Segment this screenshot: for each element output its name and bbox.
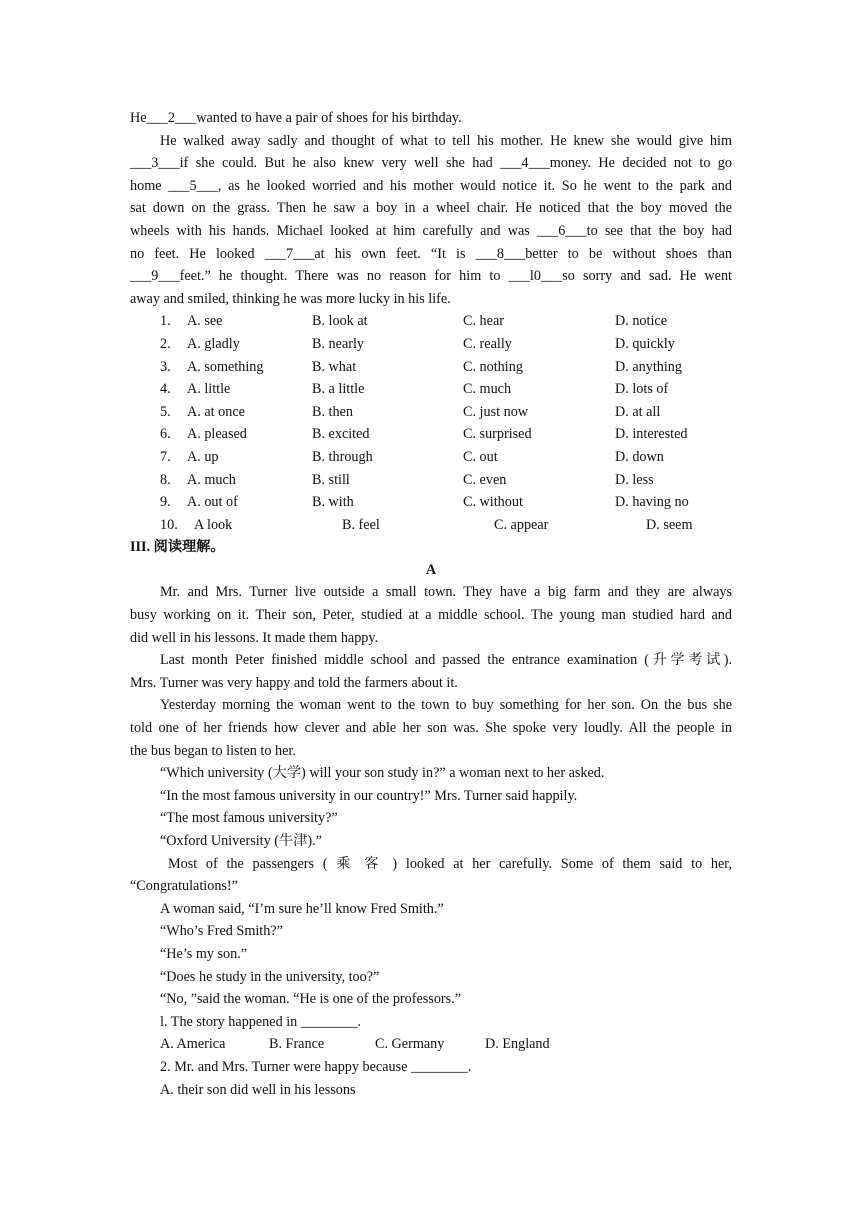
option-d: D. less <box>615 471 654 488</box>
option-row <box>130 310 732 333</box>
option-d: D. having no <box>615 494 689 511</box>
option-row <box>130 333 732 356</box>
question-number: 4. <box>160 381 171 398</box>
passage-line: “In the most famous university in our country!” Mrs. Turner said happily. <box>160 787 578 804</box>
question-number: 2. <box>160 335 171 352</box>
passage-line: “The most famous university?” <box>160 810 338 827</box>
passage-line: A woman said, “I’m sure he’ll know Fred Smith.” <box>160 900 444 917</box>
option-a: A. see <box>187 313 223 330</box>
question-stem: 2. Mr. and Mrs. Turner were happy because ________. <box>160 1058 472 1075</box>
option-a: A. little <box>187 381 231 398</box>
passage-line: Mr. and Mrs. Turner live outside a small town. They have a big farm and they are always <box>160 584 732 601</box>
passage-line: told one of her friends how clever and able her son was. She spoke very loudly. All the people in <box>130 720 732 737</box>
cloze-line: wheels with his hands. Michael looked at him carefully and was ___6___to see that the boy had <box>130 222 732 239</box>
question-number: 10. <box>160 516 178 533</box>
option-row <box>130 401 732 424</box>
passage-line: “Who’s Fred Smith?” <box>160 923 283 940</box>
option-b: B. nearly <box>312 335 365 352</box>
cloze-line: He walked away sadly and thought of what to tell his mother. He knew she would give him <box>160 132 732 149</box>
option-b: B. feel <box>342 516 380 533</box>
option-c: C. Germany <box>375 1036 445 1053</box>
option-c: C. without <box>463 494 523 511</box>
option-row <box>130 469 732 492</box>
cloze-line: sat down on the grass. Then he saw a boy in a wheel chair. He noticed that the boy moved the <box>130 200 732 217</box>
option-row <box>130 423 732 446</box>
option-row <box>130 446 732 469</box>
option-d: D. seem <box>646 516 693 533</box>
option-c: C. out <box>463 448 498 465</box>
question-number: 9. <box>160 494 171 511</box>
passage-line: Last month Peter finished middle school and passed the entrance examination (升学考试). <box>160 652 732 669</box>
option-a: A. up <box>187 448 219 465</box>
option-b: B. excited <box>312 426 370 443</box>
option-b: B. a little <box>312 381 365 398</box>
passage-line: “Does he study in the university, too?” <box>160 968 380 985</box>
option-d: D. down <box>615 448 664 465</box>
cloze-line: ___3___if she could. But he also knew very well she had ___4___money. He decided not to go <box>130 155 732 172</box>
option-row <box>130 378 732 401</box>
option-c: C. just now <box>463 403 529 420</box>
option-a: A. much <box>187 471 236 488</box>
option-a: A. out of <box>187 494 238 511</box>
option-b: B. still <box>312 471 350 488</box>
passage-line: Most of the passengers ( 乘 客 ) looked at her carefully. Some of them said to her, <box>168 855 732 872</box>
option-d: D. quickly <box>615 335 675 352</box>
option-row <box>130 356 732 379</box>
option-c: C. surprised <box>463 426 532 443</box>
option-c: C. really <box>463 335 512 352</box>
option-c: C. even <box>463 471 507 488</box>
option-b: B. then <box>312 403 353 420</box>
option-b: B. what <box>312 358 357 375</box>
option-a: A. something <box>187 358 264 375</box>
passage-line: did well in his lessons. It made them happy. <box>130 629 379 646</box>
question-number: 5. <box>160 403 171 420</box>
question-number: 1. <box>160 313 171 330</box>
option-b: B. France <box>269 1036 325 1053</box>
option-c: C. much <box>463 381 512 398</box>
cloze-line: He___2___wanted to have a pair of shoes for his birthday. <box>130 110 462 126</box>
passage-line: Mrs. Turner was very happy and told the farmers about it. <box>130 674 458 691</box>
cloze-line: ___9___feet.” he thought. There was no reason for him to ___l0___so sorry and sad. He went <box>130 268 732 285</box>
section-heading: III. 阅读理解。 <box>130 539 225 556</box>
option-a: A. at once <box>187 403 245 420</box>
option-row <box>130 491 732 514</box>
option-row <box>130 1033 732 1056</box>
option-a: A look <box>194 516 233 533</box>
passage-line: the bus began to listen to her. <box>130 742 296 759</box>
question-stem: l. The story happened in ________. <box>160 1013 362 1030</box>
passage-label: A <box>425 561 437 578</box>
question-number: 6. <box>160 426 171 443</box>
question-number: 3. <box>160 358 171 375</box>
option-d: D. anything <box>615 358 682 375</box>
option-row <box>130 514 732 537</box>
option-b: B. with <box>312 494 354 511</box>
passage-line: “No, ”said the woman. “He is one of the professors.” <box>160 991 461 1008</box>
option-c: C. appear <box>494 516 549 533</box>
question-number: 8. <box>160 471 171 488</box>
cloze-line: away and smiled, thinking he was more lucky in his life. <box>130 290 451 307</box>
passage-line: “He’s my son.” <box>160 945 248 962</box>
option-d: D. at all <box>615 403 661 420</box>
option-d: D. lots of <box>615 381 669 398</box>
option-d: D. notice <box>615 313 668 330</box>
cloze-line: home ___5___, as he looked worried and his mother would notice it. So he went to the park and <box>130 177 732 194</box>
cloze-line: no feet. He looked ___7___at his own feet. “It is ___8___better to be without shoes than <box>130 245 732 262</box>
passage-line: “Which university (大学) will your son study in?” a woman next to her asked. <box>160 765 605 782</box>
option-d: D. interested <box>615 426 688 443</box>
option-a: A. America <box>160 1036 226 1053</box>
option-c: C. nothing <box>463 358 523 375</box>
option-a: A. their son did well in his lessons <box>160 1081 356 1098</box>
passage-line: Yesterday morning the woman went to the town to buy something for her son. On the bus she <box>160 697 732 714</box>
option-b: B. through <box>312 448 373 465</box>
passage-line: “Oxford University (牛津).” <box>160 833 322 849</box>
document-page <box>130 107 732 1101</box>
option-d: D. England <box>485 1036 550 1053</box>
option-a: A. pleased <box>187 426 247 443</box>
question-number: 7. <box>160 448 171 465</box>
passage-line: busy working on it. Their son, Peter, studied at a middle school. The young man studied hard and <box>130 607 732 624</box>
passage-line: “Congratulations!” <box>130 878 238 895</box>
option-a: A. gladly <box>187 335 240 352</box>
option-b: B. look at <box>312 313 368 330</box>
option-c: C. hear <box>463 313 504 330</box>
